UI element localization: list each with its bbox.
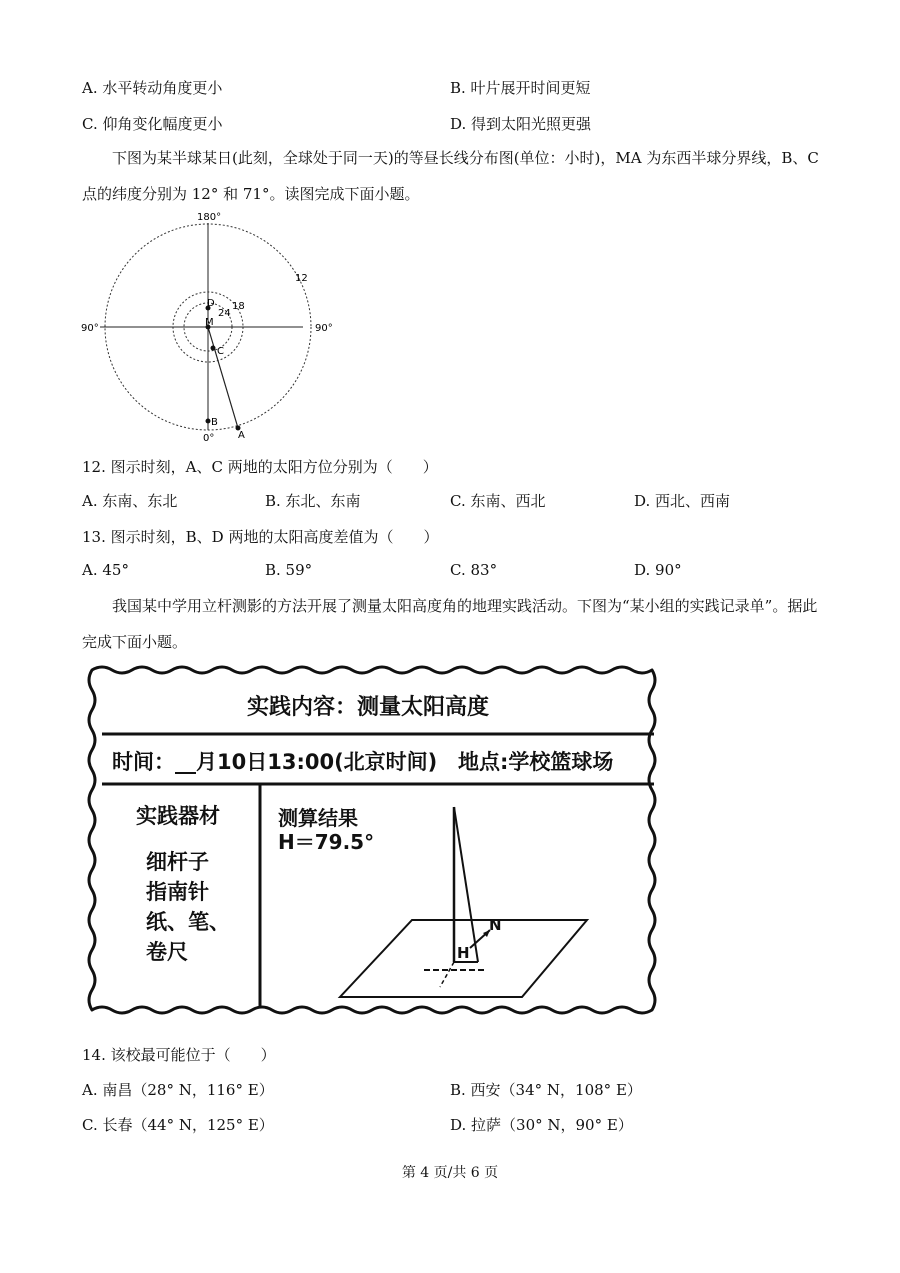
label-0: 0° <box>203 433 215 443</box>
result-title: 测算结果 <box>278 806 358 830</box>
q12-option-c: C. 东南、西北 <box>450 492 546 510</box>
label-90-right: 90° <box>315 323 333 334</box>
q11-option-b: B. 叶片展开时间更短 <box>450 79 591 97</box>
q11-option-a: A. 水平转动角度更小 <box>82 79 223 97</box>
equip-item-2: 指南针 <box>146 880 209 904</box>
q12-option-d: D. 西北、西南 <box>634 492 731 510</box>
equip-item-3: 纸、笔、 <box>146 910 230 934</box>
label-180: 180° <box>197 212 222 223</box>
label-north: N <box>489 916 502 934</box>
q14-option-d: D. 拉萨（30° N，90° E） <box>450 1116 633 1134</box>
equip-item-4: 卷尺 <box>146 940 188 964</box>
q12-stem: 12. 图示时刻，A、C 两地的太阳方位分别为（ ） <box>82 458 438 476</box>
q11-option-c: C. 仰角变化幅度更小 <box>82 115 223 133</box>
card-time: 时间：__月10日13:00(北京时间) <box>112 750 438 774</box>
card-title: 实践内容：测量太阳高度 <box>247 695 490 720</box>
equip-title: 实践器材 <box>136 804 220 828</box>
page-footer: 第 4 页/共 6 页 <box>401 1165 499 1181</box>
q13-option-c: C. 83° <box>450 561 498 579</box>
practice-record-card <box>82 662 672 1028</box>
label-b: B <box>211 417 218 428</box>
label-c: C <box>217 346 224 357</box>
q14-stem: 14. 该校最可能位于（ ） <box>82 1046 276 1064</box>
equip-item-1: 细杆子 <box>146 850 209 874</box>
day-length-figure <box>75 208 345 443</box>
intro-paragraph-2: 我国某中学用立杆测影的方法开展了测量太阳高度角的地理实践活动。下图为“某小组的实践记录单”。据此完成下面小题。 <box>82 597 818 651</box>
label-90-left: 90° <box>81 323 99 334</box>
point-c-dot <box>211 346 216 351</box>
q12-option-b: B. 东北、东南 <box>265 492 361 510</box>
q11-option-d: D. 得到太阳光照更强 <box>450 115 592 133</box>
label-contour-12: 12 <box>295 273 308 284</box>
q14-option-c: C. 长春（44° N，125° E） <box>82 1116 274 1134</box>
intro-paragraph-1: 下图为某半球某日(此刻，全球处于同一天)的等昼长线分布图(单位：小时)，MA 为东西半球分界线，B、C 点的纬度分别为 12° 和 71°。读图完成下面小题。 <box>82 149 819 203</box>
q13-option-a: A. 45° <box>82 561 129 579</box>
q14-option-a: A. 南昌（28° N，116° E） <box>82 1081 274 1099</box>
q13-option-b: B. 59° <box>265 561 313 579</box>
result-value: H＝79.5° <box>278 830 375 854</box>
label-contour-18: 18 <box>232 301 245 312</box>
ma-line <box>208 327 238 428</box>
q13-option-d: D. 90° <box>634 561 682 579</box>
card-place: 地点:学校篮球场 <box>458 750 614 774</box>
label-d: D <box>207 298 215 309</box>
label-a: A <box>238 430 245 441</box>
q13-stem: 13. 图示时刻，B、D 两地的太阳高度差值为（ ） <box>82 528 439 546</box>
point-b-dot <box>206 419 211 424</box>
q12-option-a: A. 东南、东北 <box>82 492 178 510</box>
q14-option-b: B. 西安（34° N，108° E） <box>450 1081 642 1099</box>
label-h: H <box>457 944 470 962</box>
label-contour-24: 24 <box>218 308 231 319</box>
label-m: M <box>205 317 214 328</box>
